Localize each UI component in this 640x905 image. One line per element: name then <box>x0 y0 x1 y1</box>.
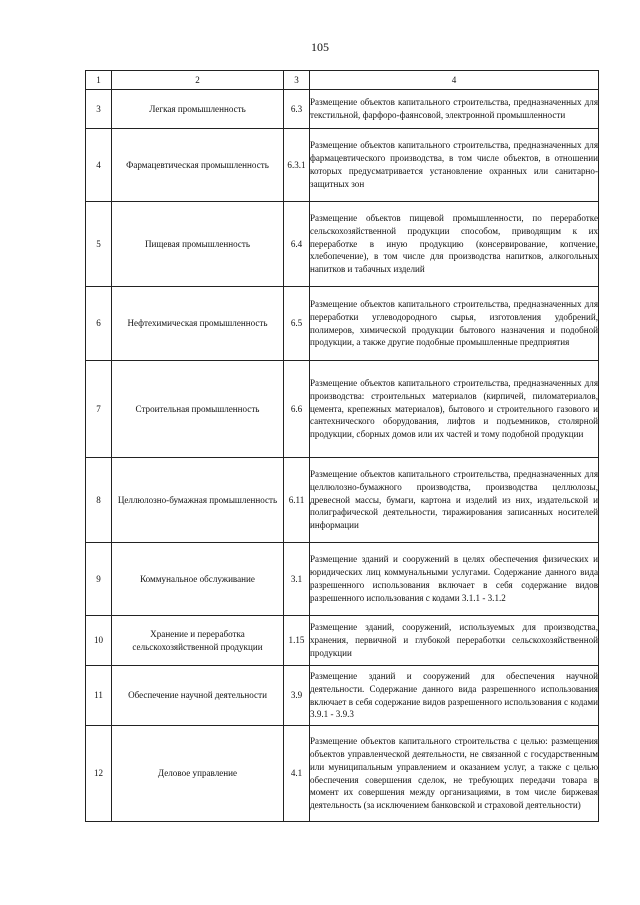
header-cell: 4 <box>310 71 599 90</box>
use-type-code: 1.15 <box>284 616 310 666</box>
use-type-name: Хранение и переработка сельскохозяйственной продукции <box>112 616 284 666</box>
use-type-description: Размещение объектов капитального строительства, предназначенных для целлюлозно-бумажного производства, производства целлюлозы, древесной массы, бумаги, картона и изделий из них, издательской и полиграфической деятельности, тиражирования записанных носителей информации <box>310 458 599 543</box>
table-row <box>86 202 599 287</box>
use-type-description: Размещение объектов капитального строительства, предназначенных для текстильной, фарфоро-фаянсовой, электронной промышленности <box>310 90 599 129</box>
use-type-code: 6.4 <box>284 202 310 287</box>
table-row <box>86 616 599 666</box>
use-type-name: Легкая промышленность <box>112 90 284 129</box>
header-cell: 1 <box>86 71 112 90</box>
table-row <box>86 90 599 129</box>
row-number: 7 <box>86 361 112 458</box>
use-type-code: 6.11 <box>284 458 310 543</box>
use-type-code: 6.3.1 <box>284 129 310 202</box>
use-type-description: Размещение объектов капитального строительства, предназначенных для переработки углеводородного сырья, изготовления удобрений, полимеров, химической продукции бытового назначения и подобной продукции, а также другие подобные промышленные предприятия <box>310 287 599 361</box>
use-type-code: 3.9 <box>284 666 310 726</box>
row-number: 11 <box>86 666 112 726</box>
row-number: 9 <box>86 543 112 616</box>
use-type-name: Нефтехимическая промышленность <box>112 287 284 361</box>
table-row <box>86 458 599 543</box>
table-row <box>86 543 599 616</box>
use-type-name: Целлюлозно-бумажная промышленность <box>112 458 284 543</box>
use-type-code: 4.1 <box>284 726 310 822</box>
table-row <box>86 666 599 726</box>
use-type-description: Размещение зданий, сооружений, используемых для производства, хранения, первичной и глубокой переработки сельскохозяйственной продукции <box>310 616 599 666</box>
row-number: 6 <box>86 287 112 361</box>
use-type-code: 6.6 <box>284 361 310 458</box>
table-row <box>86 287 599 361</box>
use-type-name: Обеспечение научной деятельности <box>112 666 284 726</box>
table-row <box>86 361 599 458</box>
row-number: 12 <box>86 726 112 822</box>
use-type-name: Строительная промышленность <box>112 361 284 458</box>
use-type-description: Размещение объектов пищевой промышленности, по переработке сельскохозяйственной продукции способом, приводящим к их переработке в иную продукцию (консервирование, копчение, хлебопечение), в том числе для производства напитков, алкогольных напитков и табачных изделий <box>310 202 599 287</box>
use-type-code: 6.3 <box>284 90 310 129</box>
use-type-name: Фармацевтическая промышленность <box>112 129 284 202</box>
use-type-name: Коммунальное обслуживание <box>112 543 284 616</box>
table-row <box>86 726 599 822</box>
use-type-description: Размещение зданий и сооружений для обеспечения научной деятельности. Содержание данного вида разрешенного использования включает в себя содержание видов разрешенного использования с кодами 3.9.1 - 3.9.3 <box>310 666 599 726</box>
use-type-description: Размещение объектов капитального строительства с целью: размещения объектов управленческой деятельности, не связанной с государственным или муниципальным управлением и оказанием услуг, а также с целью обеспечения совершения сделок, не требующих передачи товара в момент их совершения между организациями, в том числе биржевая деятельность (за исключением банковской и страховой деятельности) <box>310 726 599 822</box>
row-number: 10 <box>86 616 112 666</box>
header-cell: 3 <box>284 71 310 90</box>
use-type-description: Размещение объектов капитального строительства, предназначенных для производства: строительных материалов (кирпичей, пиломатериалов, цемента, крепежных материалов), бытового и строительного газового и сантехнического оборудования, лифтов и подъемников, столярной продукции, сборных домов или их частей и тому подобной продукции <box>310 361 599 458</box>
use-type-description: Размещение объектов капитального строительства, предназначенных для фармацевтического производства, в том числе объектов, в отношении которых предусматривается установление охранных или санитарно-защитных зон <box>310 129 599 202</box>
use-type-description: Размещение зданий и сооружений в целях обеспечения физических и юридических лиц коммунальными услугами. Содержание данного вида разрешенного использования включает в себя содержание видов разрешенного использования с кодами 3.1.1 - 3.1.2 <box>310 543 599 616</box>
row-number: 5 <box>86 202 112 287</box>
table-row <box>86 129 599 202</box>
row-number: 3 <box>86 90 112 129</box>
use-type-name: Пищевая промышленность <box>112 202 284 287</box>
header-cell: 2 <box>112 71 284 90</box>
use-type-name: Деловое управление <box>112 726 284 822</box>
page-number: 105 <box>311 40 329 54</box>
use-type-code: 6.5 <box>284 287 310 361</box>
land-use-table <box>85 70 599 822</box>
use-type-code: 3.1 <box>284 543 310 616</box>
table-header-row <box>86 71 599 90</box>
row-number: 8 <box>86 458 112 543</box>
row-number: 4 <box>86 129 112 202</box>
